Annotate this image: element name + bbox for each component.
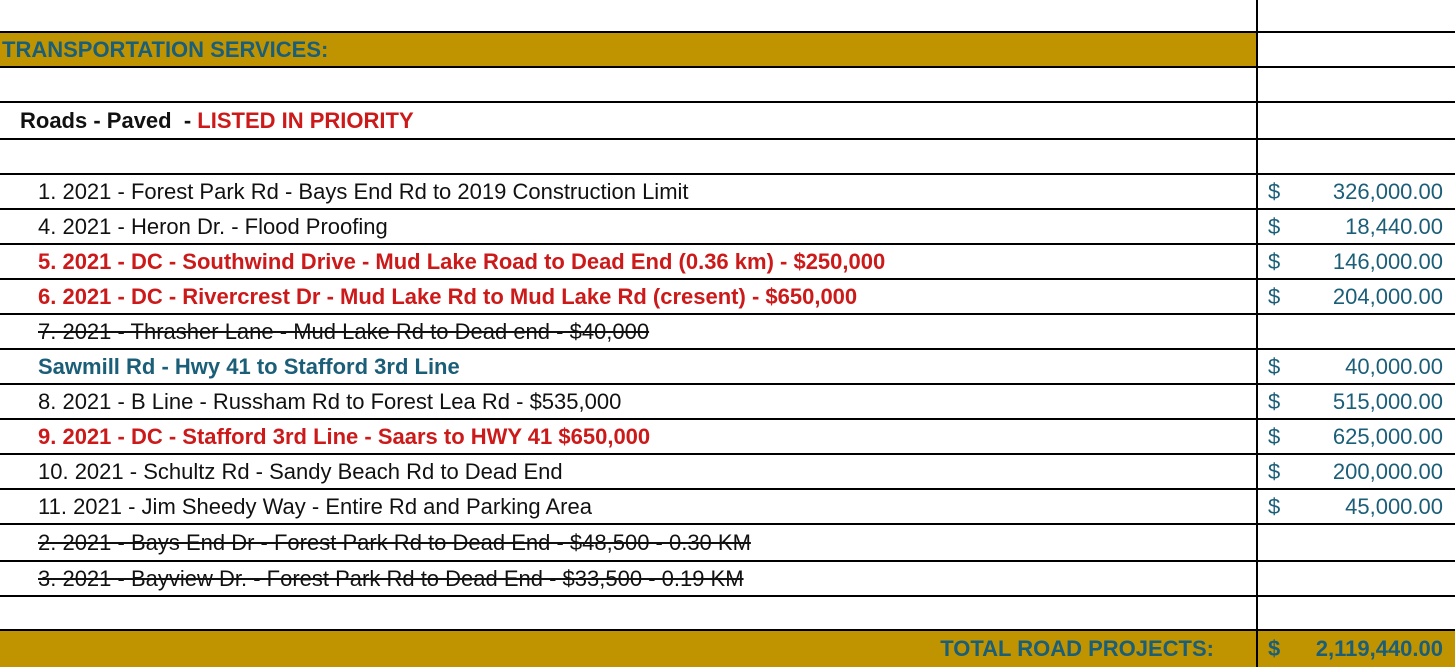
subheading-row [0, 103, 1455, 138]
item-label: 5. 2021 - DC - Southwind Drive - Mud Lake Road to Dead End (0.36 km) - $250,000 [38, 248, 886, 274]
total-label: TOTAL ROAD PROJECTS: [940, 636, 1214, 661]
blank-row [0, 0, 1455, 31]
table-row [0, 175, 1455, 208]
item-amount: 146,000.00 [1332, 248, 1443, 274]
table-row [0, 385, 1455, 418]
currency-symbol: $ [1268, 178, 1281, 204]
item-amount: 45,000.00 [1345, 493, 1443, 519]
table-row [0, 210, 1455, 243]
item-label: 1. 2021 - Forest Park Rd - Bays End Rd to 2019 Construction Limit [38, 178, 689, 204]
currency-symbol: $ [1268, 458, 1281, 484]
item-label: 6. 2021 - DC - Rivercrest Dr - Mud Lake Rd to Mud Lake Rd (cresent) - $650,000 [38, 283, 858, 309]
total-amount: 2,119,440.00 [1315, 636, 1443, 661]
item-label: 11. 2021 - Jim Sheedy Way - Entire Rd and Parking Area [38, 493, 592, 519]
item-label: 4. 2021 - Heron Dr. - Flood Proofing [38, 213, 388, 239]
currency-symbol: $ [1268, 493, 1281, 519]
table-row [0, 350, 1455, 383]
currency-symbol: $ [1268, 423, 1281, 449]
total-row [0, 631, 1455, 667]
subheading-label: Roads - Paved - [20, 107, 198, 133]
priority-label: LISTED IN PRIORITY [197, 107, 414, 133]
table-row [0, 315, 1455, 348]
blank-row [0, 68, 1455, 101]
section-title-row [0, 33, 1455, 66]
item-amount: 625,000.00 [1332, 423, 1443, 449]
table-row [0, 420, 1455, 453]
total-currency-symbol: $ [1268, 636, 1281, 661]
currency-symbol: $ [1268, 248, 1281, 274]
currency-symbol: $ [1268, 353, 1281, 379]
item-label: 7. 2021 - Thrasher Lane - Mud Lake Rd to Dead end - $40,000 [38, 318, 650, 344]
item-amount: 326,000.00 [1332, 178, 1443, 204]
item-label: 10. 2021 - Schultz Rd - Sandy Beach Rd to Dead End [38, 458, 563, 484]
item-label: Sawmill Rd - Hwy 41 to Stafford 3rd Line [38, 353, 460, 379]
item-label: 9. 2021 - DC - Stafford 3rd Line - Saars to HWY 41 $650,000 [38, 423, 651, 449]
table-row [0, 455, 1455, 488]
section-title: TRANSPORTATION SERVICES: [2, 36, 329, 62]
currency-symbol: $ [1268, 283, 1281, 309]
item-amount: 40,000.00 [1345, 353, 1443, 379]
table-row [0, 525, 1455, 560]
item-amount: 200,000.00 [1332, 458, 1443, 484]
item-label: 2. 2021 - Bays End Dr - Forest Park Rd to Dead End - $48,500 - 0.30 KM [38, 529, 751, 555]
item-amount: 515,000.00 [1332, 388, 1443, 414]
item-amount: 204,000.00 [1332, 283, 1443, 309]
blank-row [0, 597, 1455, 629]
currency-symbol: $ [1268, 213, 1281, 239]
table-row [0, 280, 1455, 313]
table-row [0, 245, 1455, 278]
item-label: 3. 2021 - Bayview Dr. - Forest Park Rd to Dead End - $33,500 - 0.19 KM [38, 565, 744, 591]
currency-symbol: $ [1268, 388, 1281, 414]
table-row [0, 490, 1455, 523]
table-row [0, 562, 1455, 595]
blank-row [0, 140, 1455, 173]
item-label: 8. 2021 - B Line - Russham Rd to Forest Lea Rd - $535,000 [38, 388, 622, 414]
item-amount: 18,440.00 [1345, 213, 1443, 239]
